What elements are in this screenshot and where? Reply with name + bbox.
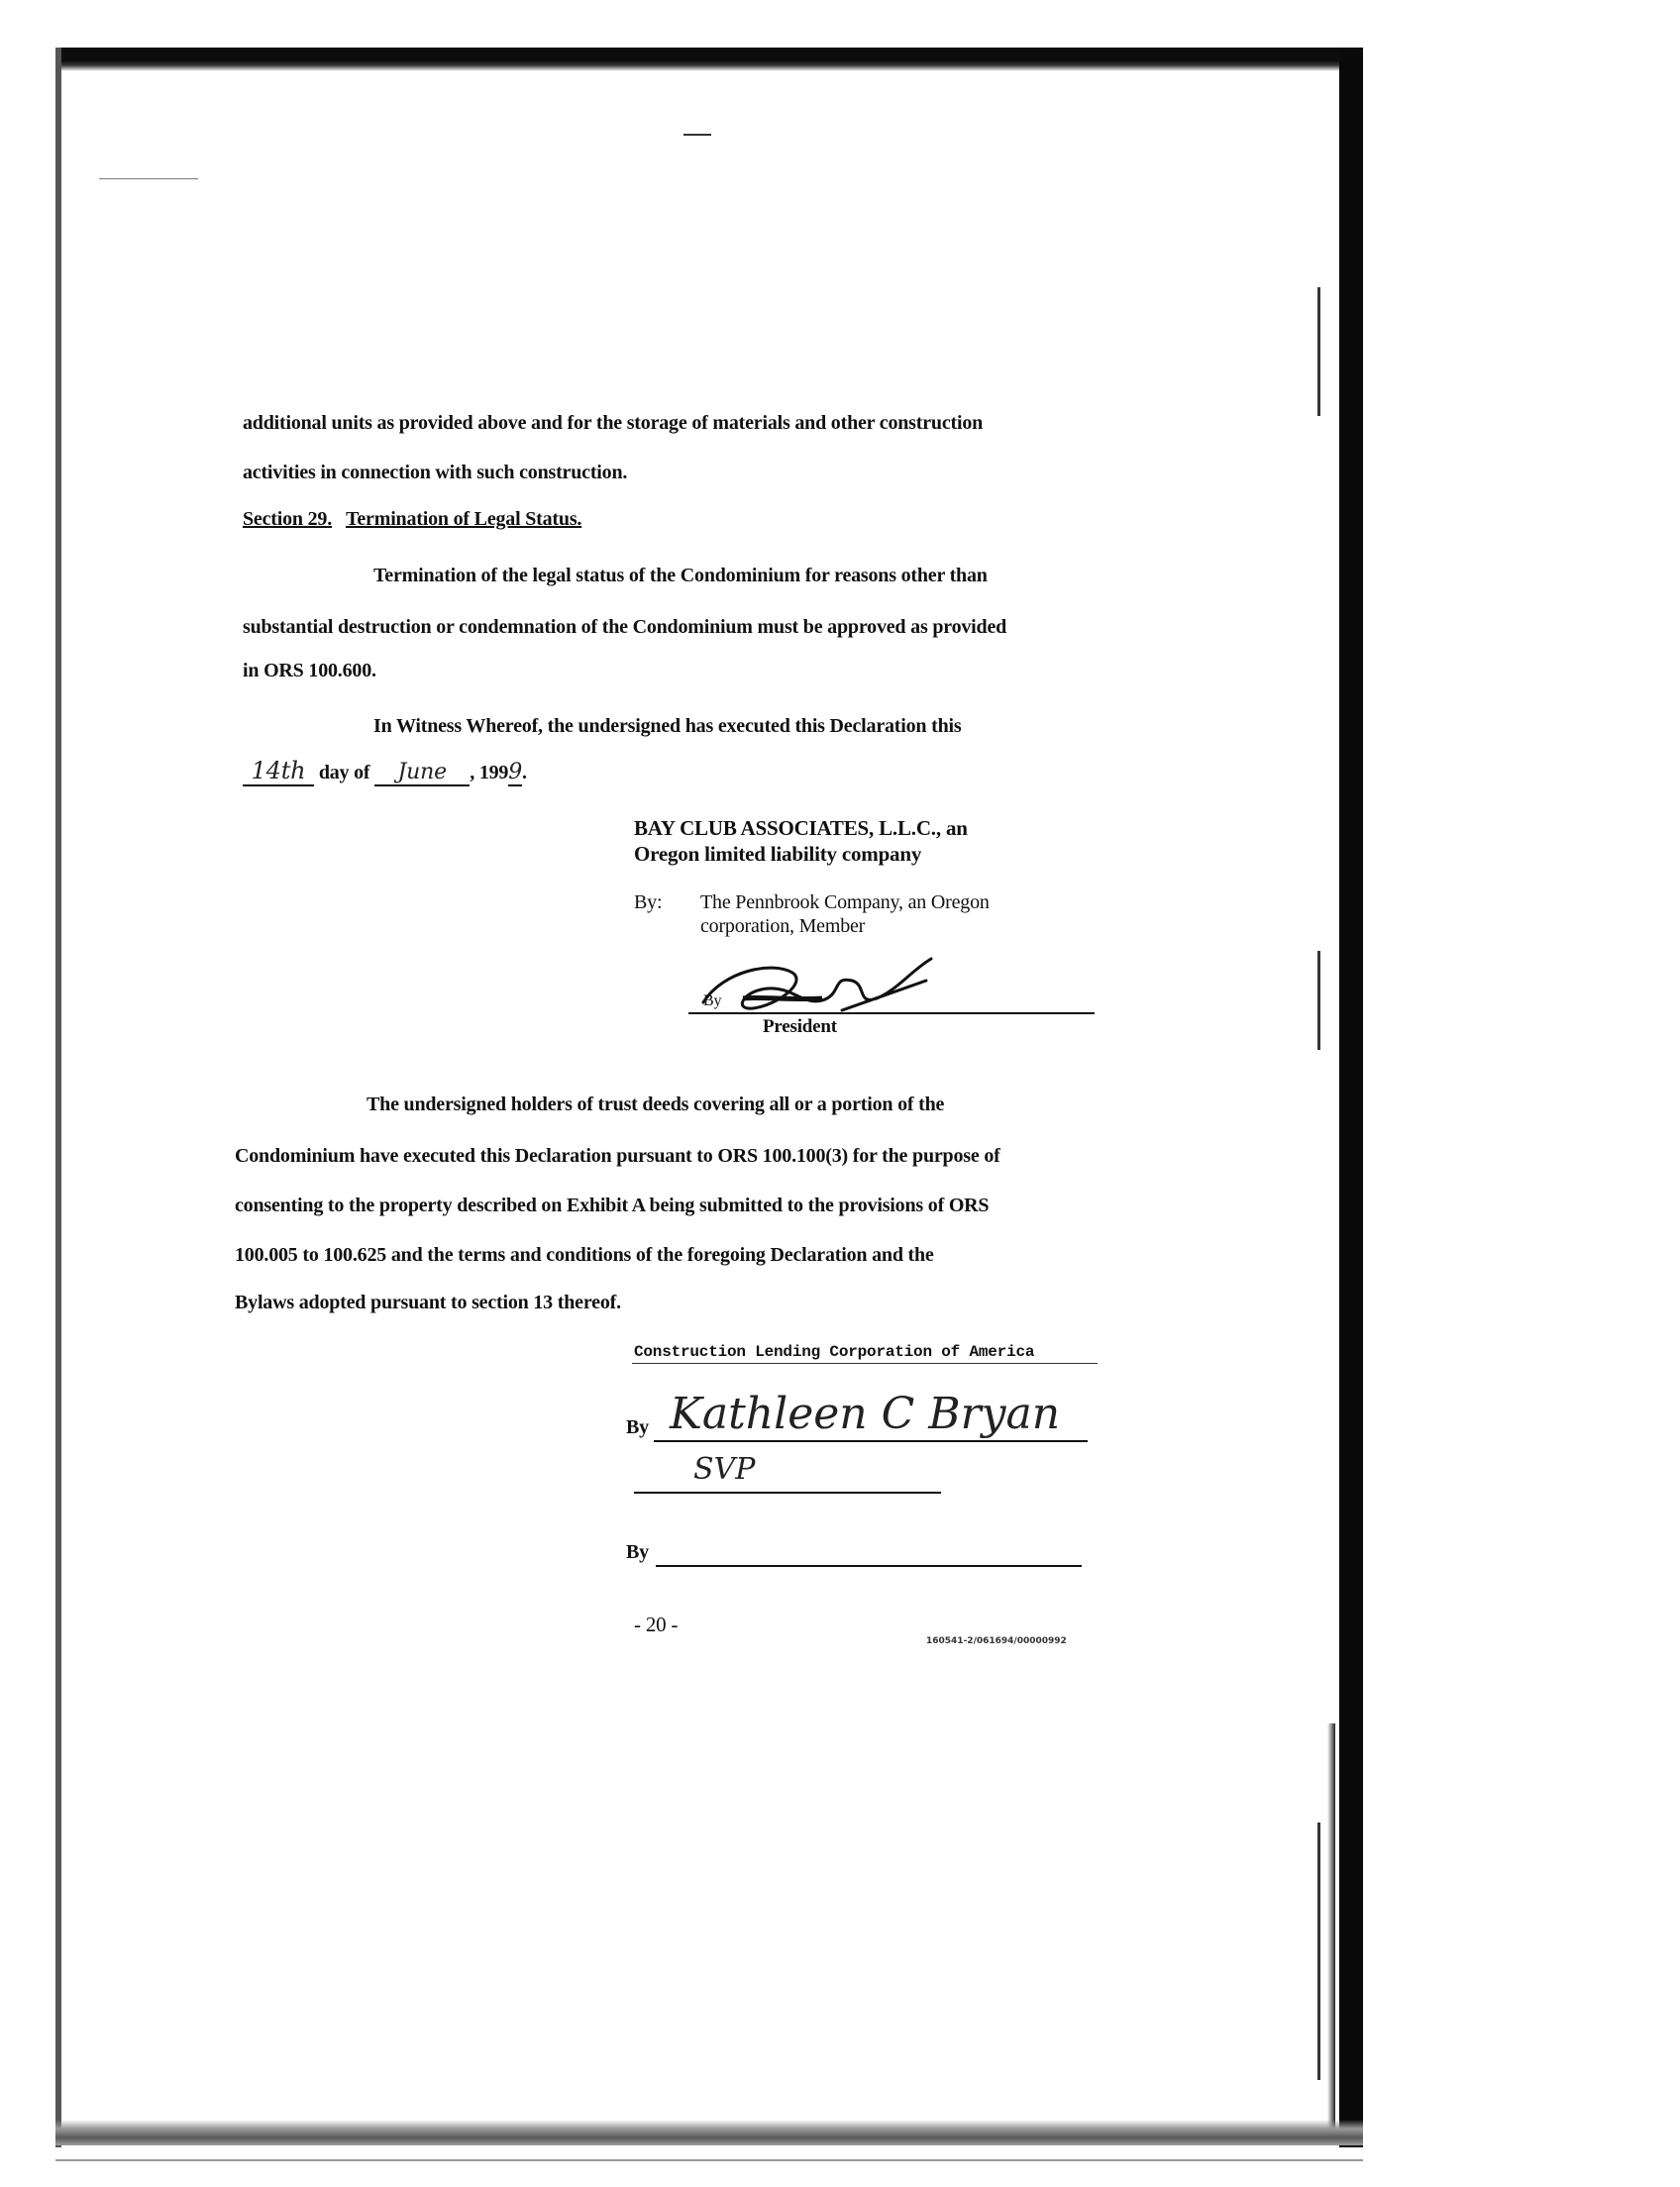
date-line bbox=[243, 757, 527, 786]
scan-top-border bbox=[55, 48, 1363, 71]
scan-bottom-line bbox=[55, 2159, 1363, 2161]
signatory-name: BAY CLUB ASSOCIATES, L.L.C., an bbox=[634, 816, 968, 840]
date-day: 14th bbox=[251, 757, 306, 784]
by-label: By: bbox=[634, 891, 663, 913]
lender-name-rule bbox=[632, 1363, 1098, 1364]
sig1-title: President bbox=[763, 1016, 837, 1037]
paragraph-line: Bylaws adopted pursuant to section 13 thereof. bbox=[235, 1292, 621, 1313]
member-line: The Pennbrook Company, an Oregon bbox=[700, 891, 990, 913]
sig2-by-label: By bbox=[626, 1416, 649, 1438]
signature-line bbox=[688, 1012, 1095, 1014]
scan-artifact bbox=[683, 134, 711, 136]
paragraph-line: 100.005 to 100.625 and the terms and conditions of the foregoing Declaration and the bbox=[235, 1244, 934, 1266]
date-end: . bbox=[522, 762, 527, 783]
scan-right-shadow bbox=[1327, 1723, 1335, 2130]
paragraph-line: activities in connection with such construction. bbox=[243, 462, 628, 483]
scan-artifact bbox=[99, 178, 198, 179]
document-code: 160541-2/061694/00000992 bbox=[926, 1636, 1067, 1646]
paragraph-line: additional units as provided above and for the storage of materials and other construction bbox=[243, 412, 984, 434]
signature-line bbox=[656, 1565, 1082, 1567]
scan-bottom-border bbox=[55, 2120, 1363, 2145]
sig1-by-label: By bbox=[703, 992, 722, 1009]
scan-left-border bbox=[55, 48, 61, 2147]
sig2-title: SVP bbox=[693, 1452, 756, 1487]
witness-lead: In Witness Whereof, bbox=[373, 715, 543, 737]
date-mid: day of bbox=[318, 762, 370, 783]
scan-artifact bbox=[1317, 951, 1320, 1050]
paragraph-line: substantial destruction or condemnation of the Condominium must be approved as provided bbox=[243, 616, 1007, 638]
paragraph-line: consenting to the property described on Exhibit A being submitted to the provisions of ORS bbox=[235, 1195, 990, 1216]
scan-right-border bbox=[1339, 48, 1363, 2147]
lender-signature: Kathleen C Bryan bbox=[670, 1389, 1061, 1439]
section-title: Termination of Legal Status. bbox=[346, 508, 582, 530]
lender-name: Construction Lending Corporation of America bbox=[634, 1343, 1035, 1361]
section-number: Section 29. bbox=[243, 508, 333, 530]
title-line bbox=[634, 1492, 941, 1494]
sig3-by-label: By bbox=[626, 1541, 649, 1563]
date-year-prefix: , 199 bbox=[470, 762, 509, 783]
paragraph-line: The undersigned holders of trust deeds covering all or a portion of the bbox=[367, 1094, 945, 1115]
witness-line bbox=[373, 715, 961, 738]
paragraph-line: in ORS 100.600. bbox=[243, 660, 376, 681]
witness-text: the undersigned has executed this Declaration this bbox=[547, 715, 962, 737]
scan-artifact bbox=[1317, 1822, 1320, 2080]
paragraph-line: Termination of the legal status of the Condominium for reasons other than bbox=[373, 565, 988, 586]
date-month: June bbox=[397, 760, 447, 784]
signature-line bbox=[654, 1440, 1088, 1442]
member-line: corporation, Member bbox=[700, 915, 866, 937]
page-number: - 20 - bbox=[634, 1613, 679, 1636]
section-heading bbox=[243, 508, 581, 531]
scan-artifact bbox=[1317, 287, 1320, 416]
paragraph-line: Condominium have executed this Declaration pursuant to ORS 100.100(3) for the purpose of bbox=[235, 1145, 1000, 1167]
signatory-type: Oregon limited liability company bbox=[634, 842, 922, 866]
date-year-digit: 9 bbox=[508, 760, 523, 784]
